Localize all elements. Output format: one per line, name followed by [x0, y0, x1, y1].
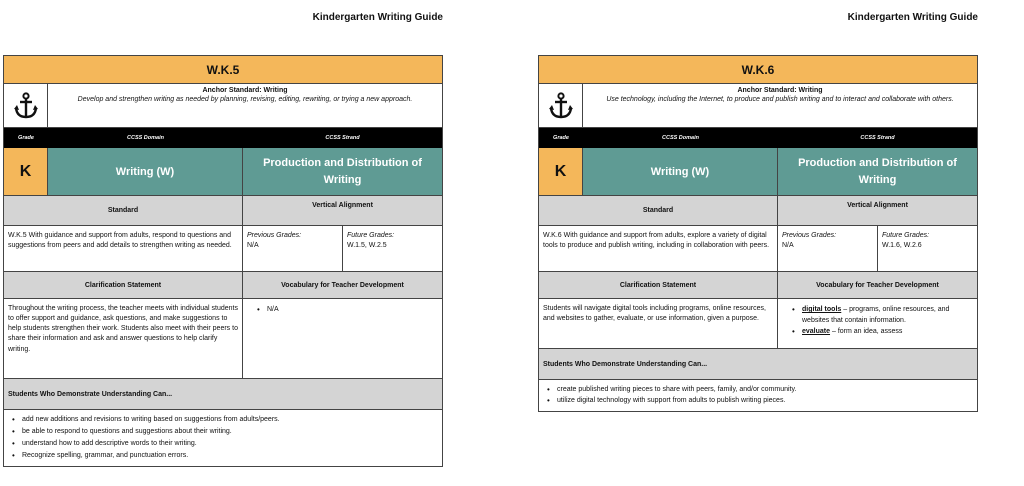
classification-row: [539, 148, 977, 196]
student-outcome: • be able to respond to questions and suggestions about their writing.: [22, 426, 438, 438]
vocabulary-list: [778, 299, 977, 342]
domain-label: CCSS Domain: [127, 135, 164, 141]
future-grades-value: W.1.6, W.2.6: [882, 241, 922, 249]
grade-label: Grade: [18, 135, 34, 141]
strand-value: Production and Distribution of Writing: [778, 148, 977, 195]
clarification-header: Clarification Statement: [4, 272, 243, 298]
domain-value: Writing (W): [48, 148, 243, 195]
vertical-alignment-header: Vertical Alignment: [847, 202, 908, 209]
future-grades-value: W.1.5, W.2.5: [347, 241, 387, 249]
clarification-text: Throughout the writing process, the teacher meets with individual students to offer support and guidance, ask questions, and make suggestions to help students strengthen their work. Students also meet with their peers to share their information and ask and answer questions to help clarify writing.: [4, 299, 243, 378]
student-outcome: • Recognize spelling, grammar, and punctuation errors.: [22, 450, 438, 462]
students-list: [539, 380, 977, 411]
guide-page-wk5: [3, 0, 443, 486]
grade-value: K: [4, 148, 48, 195]
students-list: [4, 410, 442, 466]
standard-code: W.K.6: [539, 56, 977, 84]
students-header: Students Who Demonstrate Understanding Can...: [539, 349, 977, 380]
standard-row: [539, 226, 977, 272]
anchor-row: [4, 84, 442, 128]
vocabulary-term: digital tools: [802, 306, 842, 313]
vocabulary-item: • N/A: [267, 304, 438, 315]
students-header: Students Who Demonstrate Understanding Can...: [4, 379, 442, 410]
vocabulary-header: Vocabulary for Teacher Development: [816, 281, 939, 289]
label-row: [539, 128, 977, 148]
anchor-icon: [539, 84, 583, 127]
previous-grades-value: N/A: [782, 241, 794, 249]
strand-label: CCSS Strand: [860, 135, 895, 141]
standard-text: W.K.6 With guidance and support from adults, explore a variety of digital tools to produce and publish writing, including in collaboration with peers.: [539, 226, 778, 271]
anchor-title: Anchor Standard: Writing: [202, 87, 288, 94]
vocabulary-item: • evaluate – form an idea, assess: [802, 326, 973, 337]
student-outcome: • utilize digital technology with support from adults to publish writing pieces.: [557, 395, 973, 406]
grade-label: Grade: [553, 135, 569, 141]
vertical-alignment-header: Vertical Alignment: [312, 202, 373, 209]
domain-value: Writing (W): [583, 148, 778, 195]
vocabulary-list: [243, 299, 442, 319]
guide-title: Kindergarten Writing Guide: [847, 12, 978, 23]
standard-text: W.K.5 With guidance and support from adults, respond to questions and suggestions from peers and add details to strengthen writing as needed.: [4, 226, 243, 271]
anchor-description: Use technology, including the Internet, to produce and publish writing and to interact and collaborate with others.: [606, 96, 954, 103]
anchor-icon: [4, 84, 48, 127]
anchor-title: Anchor Standard: Writing: [737, 87, 823, 94]
anchor-row: [539, 84, 977, 128]
clarification-header-row: [4, 272, 442, 299]
clarification-text: Students will navigate digital tools including programs, online resources, and websites to gather, evaluate, or use information, given a purpose.: [539, 299, 778, 348]
label-row: [4, 128, 442, 148]
previous-grades-label: Previous Grades:: [782, 232, 837, 239]
standard-row: [4, 226, 442, 272]
guide-page-wk6: [538, 0, 978, 486]
previous-grades-label: Previous Grades:: [247, 232, 302, 239]
strand-label: CCSS Strand: [325, 135, 360, 141]
standard-code: W.K.5: [4, 56, 442, 84]
anchor-description: Develop and strengthen writing as needed by planning, revising, editing, rewriting, or trying a new approach.: [77, 96, 413, 103]
clarification-row: [539, 299, 977, 349]
clarification-header-row: [539, 272, 977, 299]
strand-value: Production and Distribution of Writing: [243, 148, 442, 195]
standard-card: [538, 55, 978, 412]
clarification-row: [4, 299, 442, 379]
standard-header-row: [4, 196, 442, 226]
clarification-header: Clarification Statement: [539, 272, 778, 298]
future-grades-label: Future Grades:: [347, 232, 395, 239]
student-outcome: • create published writing pieces to share with peers, family, and/or community.: [557, 384, 973, 395]
future-grades-label: Future Grades:: [882, 232, 930, 239]
standard-header: Standard: [539, 196, 778, 225]
previous-grades-value: N/A: [247, 241, 259, 249]
standard-header: Standard: [4, 196, 243, 225]
vocabulary-item: • digital tools – programs, online resources, and websites that contain information.: [802, 304, 973, 326]
domain-label: CCSS Domain: [662, 135, 699, 141]
standard-card: [3, 55, 443, 467]
classification-row: [4, 148, 442, 196]
vocabulary-header: Vocabulary for Teacher Development: [281, 281, 404, 289]
student-outcome: • understand how to add descriptive words to their writing.: [22, 438, 438, 450]
vocabulary-term: evaluate: [802, 328, 831, 336]
student-outcome: • add new additions and revisions to writing based on suggestions from adults/peers.: [22, 414, 438, 426]
standard-header-row: [539, 196, 977, 226]
guide-title: Kindergarten Writing Guide: [312, 12, 443, 23]
grade-value: K: [539, 148, 583, 195]
